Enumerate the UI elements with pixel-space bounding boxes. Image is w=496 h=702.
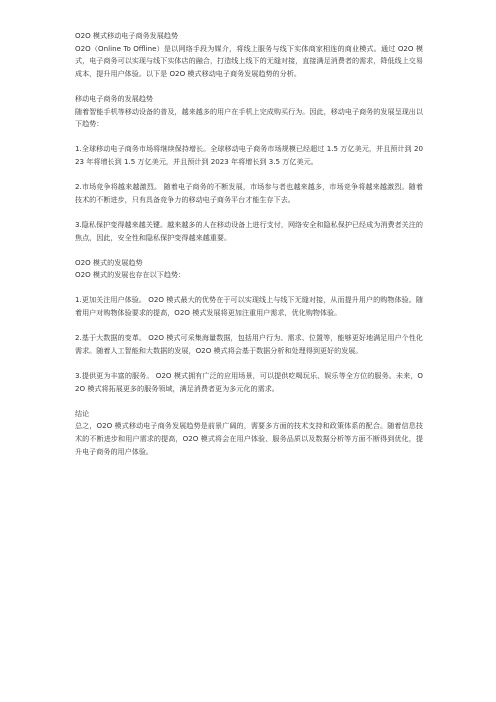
spacer [75,169,423,182]
section1-point-1: 1.全球移动电子商务市场将继续保持增长。全球移动电子商务市场规模已经超过 1.5 万亿美元，并且预计到 2023 年将增长到 1.5 万亿美元，并且预计到 2023 年将增长到 3.5 万亿美元。 [75,144,423,166]
spacer [75,244,423,257]
intro-paragraph: O2O（Online To Offline）是以网络手段为媒介，将线上服务与线下实体商家相连的商业模式。通过 O2O 模式，电子商务可以实现与线下实体店的融合，打造线上线下的无缝对接，直接满足消费者的需求，降低线上交易成本，提升用户体验。以下是 O2O 模式移动电子商务发展趋势的分析。 [75,43,423,78]
section1-point-2: 2.市场竞争将越来越激烈。 随着电子商务的不断发展，市场参与者也越来越多，市场竞争将越来越激烈。随着技术的不断进步，只有具备竞争力的移动电子商务平台才能生存下去。 [75,182,423,204]
spacer [75,357,423,370]
spacer [75,282,423,295]
document-body [75,30,423,458]
spacer [75,395,423,408]
document-title: O2O 模式移动电子商务发展趋势 [75,31,179,40]
section2-title: O2O 模式的发展趋势 [75,257,143,267]
spacer [75,206,423,219]
conclusion-text: 总之，O2O 模式移动电子商务发展趋势是前景广阔的，需要多方面的技术支持和政策体系的配合。随着信息技术的不断进步和用户需求的提高，O2O 模式将会在用户体验、服务品质以及数据分析等方面不断得到优化，提升电子商务的用户体验。 [75,421,423,456]
section1-intro: 随着智能手机等移动设备的普及，越来越多的用户在手机上完成购买行为。因此，移动电子商务的发展呈现出以下趋势： [75,106,423,129]
spacer [75,320,423,333]
section2-point-3: 3.提供更为丰富的服务。 O2O 模式拥有广泛的应用场景，可以提供吃喝玩乐、娱乐等全方位的服务。未来，O2O 模式将拓展更多的服务领域，满足消费者更为多元化的需求。 [75,371,423,393]
section2-point-1: 1.更加关注用户体验。 O2O 模式最大的优势在于可以实现线上与线下无缝对接，从而提升用户的购物体验。随着用户对购物体验要求的提高，O2O 模式发展将更加注重用户需求，优化购物体验。 [75,295,423,318]
section1-point-3: 3.隐私保护变得越来越关键。越来越多的人在移动设备上进行支付，网络安全和隐私保护已经成为消费者关注的焦点，因此，安全性和隐私保护变得越来越重要。 [75,219,423,242]
section2-intro: O2O 模式的发展也存在以下趋势： [75,270,186,280]
spacer [75,80,423,93]
section1-title: 移动电子商务的发展趋势 [75,93,154,103]
conclusion-title: 结论 [75,408,90,418]
spacer [75,131,423,144]
section2-point-2: 2.基于大数据的变革。 O2O 模式可采集海量数据，包括用户行为、需求、位置等，能够更好地满足用户个性化需求。随着人工智能和大数据的发展，O2O 模式将会基于数据分析和处理得到更好的发展。 [75,333,423,355]
